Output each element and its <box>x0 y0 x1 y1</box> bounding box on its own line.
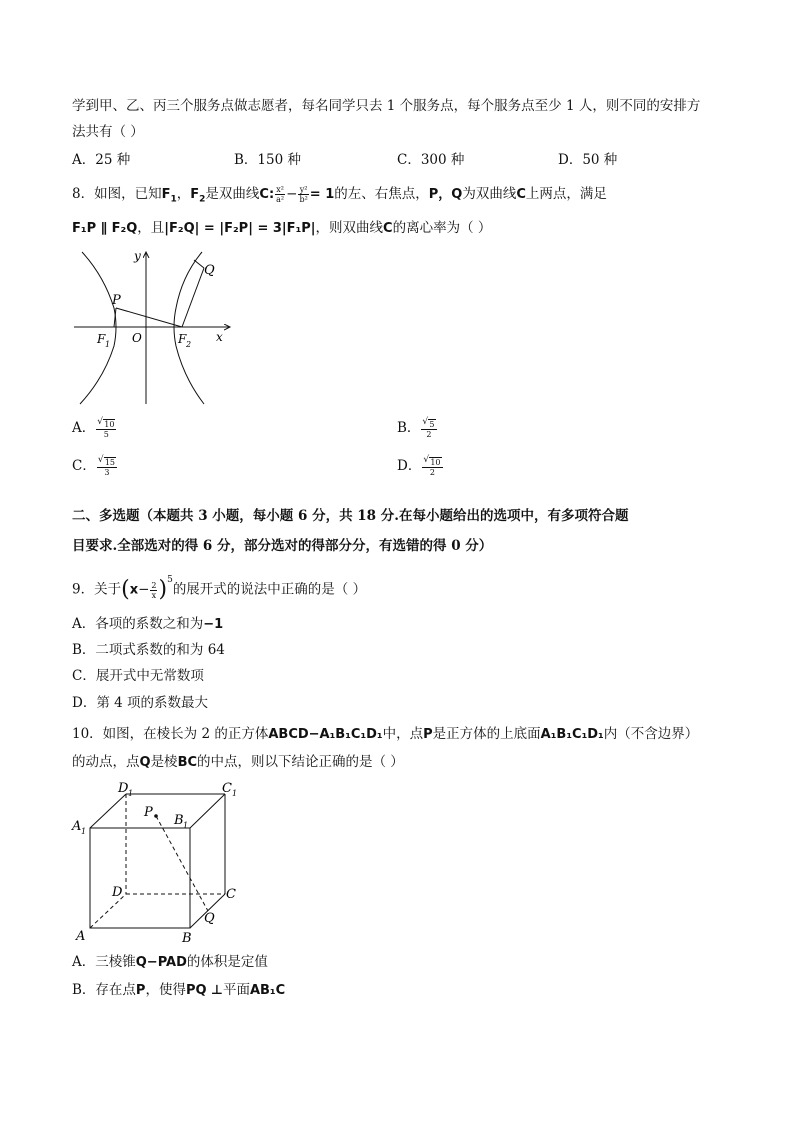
q8-option-c[interactable]: C． √ $\frac{15}{3}$ <box>72 456 118 477</box>
label-p: P <box>112 293 121 308</box>
label-y: y <box>134 249 141 263</box>
q10-line1: 10．如图，在棱长为 2 的正方体ABCD−A₁B₁C₁D₁中，点P是正方体的上底面A₁B₁C₁D₁内（不含边界） <box>72 726 699 742</box>
label-a1: A <box>72 819 82 834</box>
svg-text:1: 1 <box>81 827 87 836</box>
segment-q-branch <box>194 260 204 268</box>
label-d1: D <box>118 781 129 796</box>
segment-f2q <box>182 268 204 327</box>
q8-option-d[interactable]: D． √ $\frac{10}{2}$ <box>397 456 444 477</box>
q8-option-a[interactable]: A． √ $\frac{10}{5}$ <box>72 418 117 439</box>
label-f1: F <box>97 332 106 346</box>
section2-line2: 目要求.全部选对的得 6 分，部分选对的得部分分，有选错的得 0 分） <box>72 538 493 554</box>
label-f1-sub: 1 <box>105 340 111 349</box>
label-x: x <box>216 330 223 344</box>
q9-stem: 9．关于(x− $\frac{2}{x}$ )$^5$的展开式的说法中正确的是（ ） <box>72 575 367 602</box>
label-q: Q <box>204 911 215 926</box>
label-f2-sub: 2 <box>186 340 192 349</box>
label-q: Q <box>204 263 215 278</box>
segment-pf2 <box>116 308 182 327</box>
q7-line1: 学到甲、乙、丙三个服务点做志愿者，每名同学只去 1 个服务点，每个服务点至少 1 人，则不同的安排方 <box>72 98 701 114</box>
q10-option-b[interactable]: B．存在点P，使得PQ ⊥平面AB₁C <box>72 982 286 998</box>
q8-frac-y: $\frac{\text{y²}}{\text{b²}}$ <box>299 185 308 204</box>
label-a: A <box>76 929 86 944</box>
q8-line1: 8．如图，已知$F_1$，$F_2$是双曲线C: $\frac{\text{x²}}{\text{a²}}$ − $\frac{\text{y²}}{\text{b²}}$ = 1的左、右焦点，P，Q为双曲线C上两点，满足 <box>72 185 607 205</box>
q7-option-a[interactable]: A．25 种 <box>72 152 131 168</box>
label-b: B <box>182 931 192 945</box>
svg-text:1: 1 <box>128 789 134 798</box>
svg-text:1: 1 <box>183 821 189 830</box>
label-c1: C <box>222 781 232 796</box>
q9-option-a[interactable]: A．各项的系数之和为−1 <box>72 616 224 632</box>
svg-text:1: 1 <box>232 789 238 798</box>
label-c: C <box>226 887 236 902</box>
q7-option-d[interactable]: D．50 种 <box>558 152 618 168</box>
q8-line2: F₁P ∥ F₂Q，且|F₂Q| = |F₂P| = 3|F₁P|，则双曲线C的离心率为（ ） <box>72 220 492 236</box>
label-o: O <box>132 331 142 345</box>
label-b1: B <box>174 813 184 828</box>
label-f2: F <box>178 332 187 346</box>
hyperbola-left-branch <box>80 252 116 404</box>
q7-option-b[interactable]: B．150 种 <box>234 152 301 168</box>
hyperbola-figure <box>64 246 244 408</box>
q7-line2: 法共有（ ） <box>72 124 144 140</box>
q8-option-b[interactable]: B． √ $\frac{5}{2}$ <box>397 418 438 439</box>
q7-option-c[interactable]: C．300 种 <box>397 152 465 168</box>
point-p <box>154 814 158 818</box>
label-p: P <box>144 805 153 820</box>
cube-front-face <box>90 828 190 928</box>
q9-option-c[interactable]: C．展开式中无常数项 <box>72 668 204 684</box>
segment-pq <box>156 816 208 911</box>
q9-option-b[interactable]: B．二项式系数的和为 64 <box>72 642 225 658</box>
label-d: D <box>112 885 123 900</box>
q10-option-a[interactable]: A．三棱锥Q−PAD的体积是定值 <box>72 954 268 970</box>
q9-option-d[interactable]: D．第 4 项的系数最大 <box>72 695 208 711</box>
q8-frac-x: $\frac{\text{x²}}{\text{a²}}$ <box>276 185 285 204</box>
q10-line2: 的动点，点Q是棱BC的中点，则以下结论正确的是（ ） <box>72 754 404 770</box>
cube-figure <box>70 780 250 945</box>
hyperbola-right-branch <box>174 252 204 404</box>
section2-line1: 二、多选题（本题共 3 小题，每小题 6 分，共 18 分.在每小题给出的选项中，有多项符合题 <box>72 508 629 524</box>
